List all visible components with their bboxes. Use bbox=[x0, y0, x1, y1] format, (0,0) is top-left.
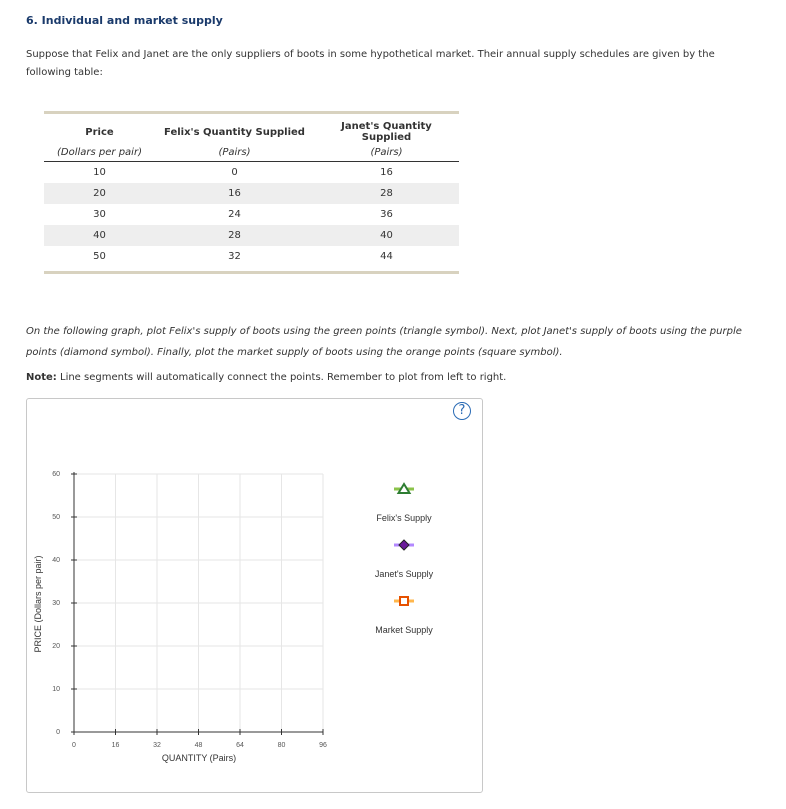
help-icon[interactable]: ? bbox=[453, 402, 471, 420]
table-cell: 30 bbox=[93, 209, 106, 220]
y-tick-label: 10 bbox=[52, 686, 60, 693]
table-cell: 40 bbox=[44, 225, 155, 246]
graph-instructions: On the following graph, plot Felix's supply of boots using the green points (triangle symbol). Next, plot Janet's supply of boots using the purple points (diamond symbol). Finally, plot the market supply of boots using the orange points (square symbol). bbox=[26, 326, 742, 358]
diamond-icon bbox=[399, 540, 409, 550]
y-tick-label: 50 bbox=[52, 514, 60, 521]
triangle-icon bbox=[399, 484, 410, 493]
table-cell: 28 bbox=[155, 225, 314, 246]
x-tick-label: 16 bbox=[111, 742, 120, 749]
table-cell: 10 bbox=[93, 167, 106, 178]
col-subheader-price: (Dollars per pair) bbox=[44, 143, 155, 162]
x-axis-label: QUANTITY (Pairs) bbox=[161, 753, 237, 763]
legend bbox=[375, 484, 434, 635]
table-cell: 16 bbox=[155, 183, 314, 204]
col-header-janet: Janet's Quantity Supplied bbox=[341, 121, 432, 143]
legend-label: Janet's Supply bbox=[374, 569, 434, 579]
table-cell: 32 bbox=[228, 251, 241, 262]
y-tick-label: 20 bbox=[52, 643, 60, 650]
question-intro: Suppose that Felix and Janet are the only suppliers of boots in some hypothetical market. Their annual supply schedules are given by the following table: bbox=[26, 49, 715, 78]
table-cell: 20 bbox=[44, 183, 155, 204]
col-subheader-janet: (Pairs) bbox=[314, 143, 459, 162]
grid-lines bbox=[74, 474, 323, 732]
table-cell: 0 bbox=[231, 167, 238, 178]
x-tick-label: 48 bbox=[194, 742, 203, 749]
table-cell: 16 bbox=[380, 167, 393, 178]
question-title: 6. Individual and market supply bbox=[26, 14, 223, 27]
x-tick-label: 32 bbox=[153, 742, 161, 749]
y-axis-label: PRICE (Dollars per pair) bbox=[33, 555, 43, 653]
axis-ticks bbox=[52, 471, 327, 749]
col-subheader-felix: (Pairs) bbox=[155, 143, 314, 162]
legend-item-square[interactable] bbox=[375, 597, 433, 635]
x-tick-label: 64 bbox=[236, 742, 244, 749]
table-cell: 50 bbox=[93, 251, 106, 262]
table-cell: 40 bbox=[314, 225, 459, 246]
note-text: Line segments will automatically connect the points. Remember to plot from left to right. bbox=[56, 372, 507, 383]
col-header-felix: Felix's Quantity Supplied bbox=[164, 126, 305, 138]
x-tick-label: 80 bbox=[277, 742, 286, 749]
legend-label: Felix's Supply bbox=[376, 513, 432, 523]
col-header-price: Price bbox=[85, 126, 114, 138]
legend-item-diamond[interactable] bbox=[375, 540, 434, 579]
table-cell: 24 bbox=[228, 209, 241, 220]
x-tick-label: 0 bbox=[72, 742, 76, 749]
note-label: Note: bbox=[26, 372, 57, 383]
y-tick-label: 30 bbox=[52, 600, 60, 607]
y-tick-label: 40 bbox=[52, 557, 60, 564]
square-icon bbox=[400, 597, 408, 605]
legend-label: Market Supply bbox=[375, 625, 433, 635]
table-cell: 36 bbox=[380, 209, 393, 220]
x-tick-label: 96 bbox=[319, 742, 327, 749]
y-tick-label: 0 bbox=[56, 729, 60, 736]
legend-item-triangle[interactable] bbox=[376, 484, 432, 523]
table-cell: 44 bbox=[380, 251, 393, 262]
table-cell: 28 bbox=[314, 183, 459, 204]
y-tick-label: 60 bbox=[52, 471, 60, 478]
